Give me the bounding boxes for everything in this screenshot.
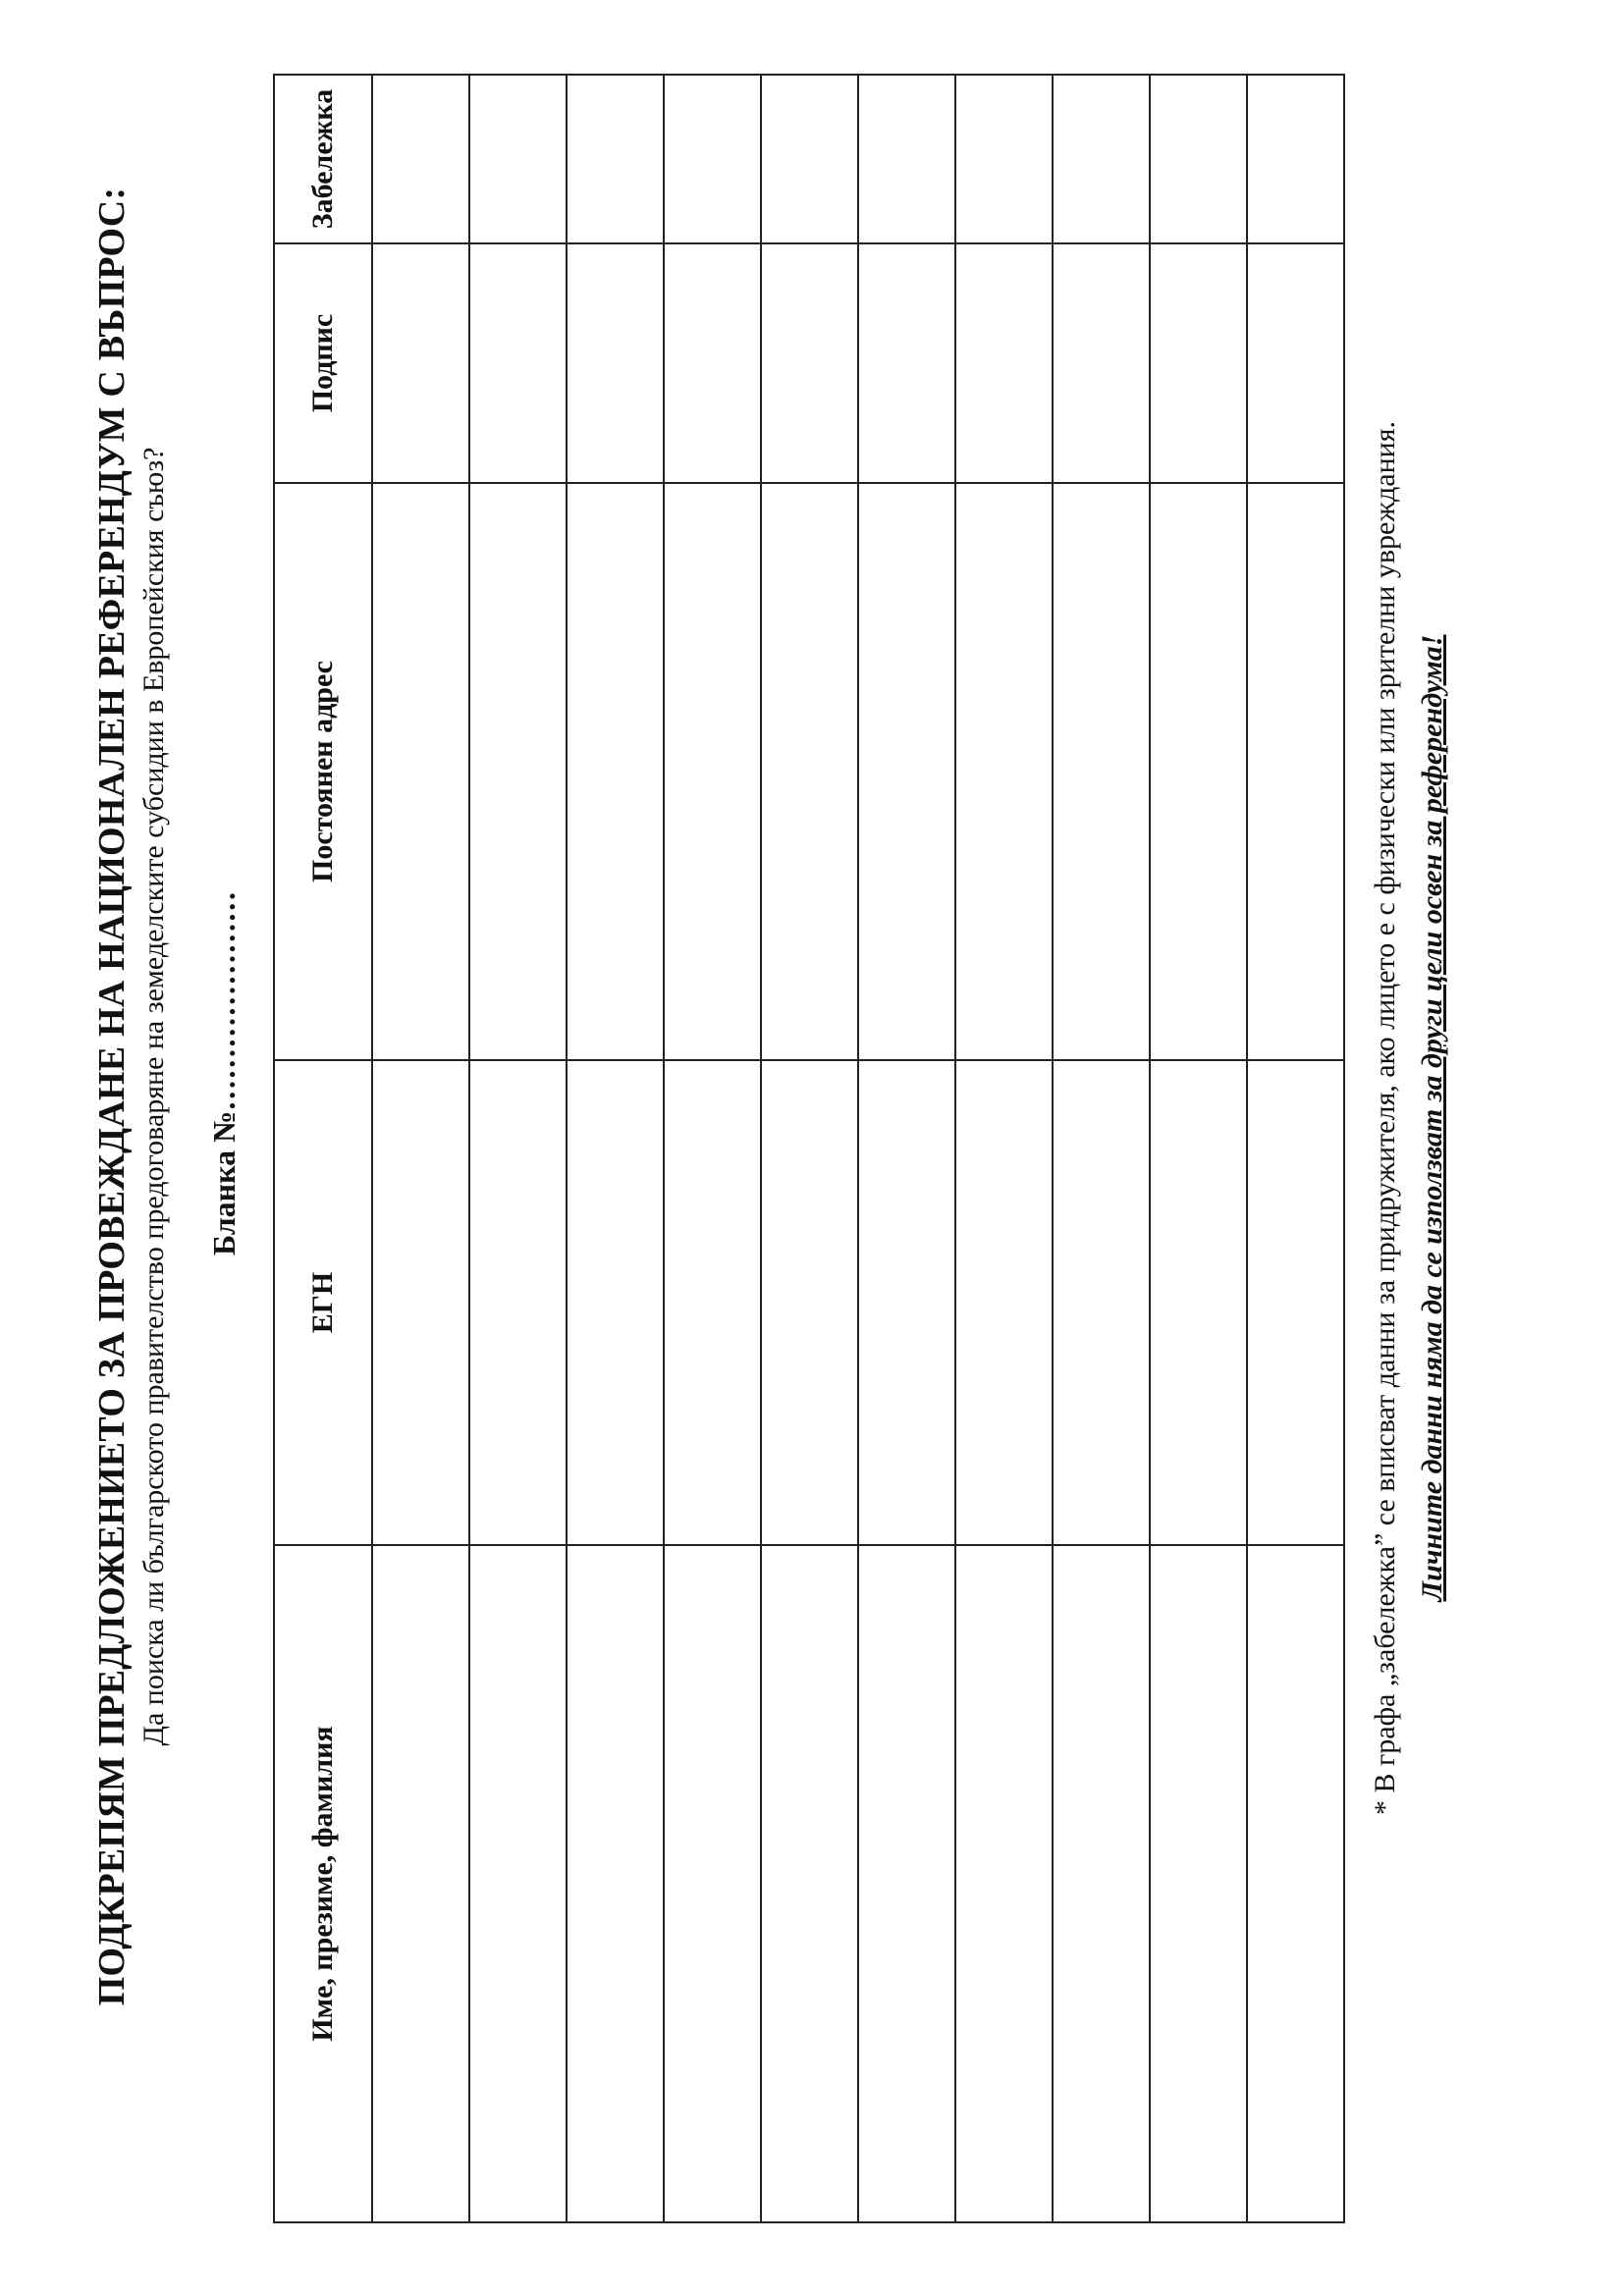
cell-name[interactable] bbox=[761, 1545, 858, 2222]
cell-address[interactable] bbox=[469, 483, 567, 1060]
cell-signature[interactable] bbox=[1247, 243, 1344, 483]
form-number-label: Бланка №………………… bbox=[206, 890, 242, 1255]
cell-signature[interactable] bbox=[761, 243, 858, 483]
cell-note[interactable] bbox=[1247, 75, 1344, 243]
cell-signature[interactable] bbox=[469, 243, 567, 483]
cell-name[interactable] bbox=[955, 1545, 1053, 2222]
column-header-address: Постоянен адрес bbox=[274, 483, 372, 1060]
cell-address[interactable] bbox=[858, 483, 955, 1060]
referendum-question: Да поиска ли българското правителство предоговаряне на земеделските субсидии в Европейския съюз? bbox=[137, 447, 170, 1746]
signatures-table-wrapper bbox=[273, 76, 1345, 2223]
column-header-egn: ЕГН bbox=[274, 1060, 372, 1545]
cell-address[interactable] bbox=[664, 483, 761, 1060]
column-header-name: Име, презиме, фамилия bbox=[274, 1545, 372, 2222]
privacy-warning: Личните данни няма да се използват за други цели освен за референдума! bbox=[1416, 634, 1448, 1602]
table-body bbox=[372, 75, 1344, 2222]
cell-egn[interactable] bbox=[567, 1060, 664, 1545]
column-header-note: Забележка bbox=[274, 75, 372, 243]
cell-signature[interactable] bbox=[567, 243, 664, 483]
table-row bbox=[858, 75, 955, 2222]
cell-address[interactable] bbox=[761, 483, 858, 1060]
cell-signature[interactable] bbox=[1150, 243, 1247, 483]
table-header-row bbox=[274, 75, 372, 2222]
table-row bbox=[664, 75, 761, 2222]
cell-egn[interactable] bbox=[372, 1060, 469, 1545]
cell-egn[interactable] bbox=[664, 1060, 761, 1545]
cell-note[interactable] bbox=[664, 75, 761, 243]
cell-note[interactable] bbox=[761, 75, 858, 243]
cell-name[interactable] bbox=[664, 1545, 761, 2222]
cell-name[interactable] bbox=[469, 1545, 567, 2222]
cell-egn[interactable] bbox=[1150, 1060, 1247, 1545]
cell-name[interactable] bbox=[858, 1545, 955, 2222]
table-row bbox=[761, 75, 858, 2222]
cell-egn[interactable] bbox=[761, 1060, 858, 1545]
table-row bbox=[1053, 75, 1150, 2222]
cell-note[interactable] bbox=[1053, 75, 1150, 243]
cell-note[interactable] bbox=[1150, 75, 1247, 243]
cell-egn[interactable] bbox=[1053, 1060, 1150, 1545]
table-row bbox=[1150, 75, 1247, 2222]
table-row bbox=[372, 75, 469, 2222]
cell-egn[interactable] bbox=[1247, 1060, 1344, 1545]
signatures-table bbox=[273, 74, 1345, 2223]
table-row bbox=[567, 75, 664, 2222]
cell-address[interactable] bbox=[567, 483, 664, 1060]
table-row bbox=[955, 75, 1053, 2222]
cell-note[interactable] bbox=[858, 75, 955, 243]
cell-note[interactable] bbox=[567, 75, 664, 243]
cell-name[interactable] bbox=[1053, 1545, 1150, 2222]
cell-note[interactable] bbox=[372, 75, 469, 243]
cell-address[interactable] bbox=[955, 483, 1053, 1060]
cell-name[interactable] bbox=[372, 1545, 469, 2222]
cell-address[interactable] bbox=[1247, 483, 1344, 1060]
cell-signature[interactable] bbox=[955, 243, 1053, 483]
document-title: ПОДКРЕПЯМ ПРЕДЛОЖЕНИЕТО ЗА ПРОВЕЖДАНЕ НА НАЦИОНАЛЕН РЕФЕРЕНДУМ С ВЪПРОС: bbox=[91, 187, 133, 2006]
cell-signature[interactable] bbox=[372, 243, 469, 483]
cell-name[interactable] bbox=[1247, 1545, 1344, 2222]
cell-signature[interactable] bbox=[858, 243, 955, 483]
cell-address[interactable] bbox=[1053, 483, 1150, 1060]
column-header-signature: Подпис bbox=[274, 243, 372, 483]
cell-name[interactable] bbox=[1150, 1545, 1247, 2222]
cell-signature[interactable] bbox=[664, 243, 761, 483]
cell-note[interactable] bbox=[955, 75, 1053, 243]
cell-egn[interactable] bbox=[955, 1060, 1053, 1545]
cell-egn[interactable] bbox=[858, 1060, 955, 1545]
cell-note[interactable] bbox=[469, 75, 567, 243]
cell-signature[interactable] bbox=[1053, 243, 1150, 483]
cell-egn[interactable] bbox=[469, 1060, 567, 1545]
footnote: * В графа „забележка” се вписват данни за придружителя, ако лицето е с физически или зрителни увреждания. bbox=[1369, 420, 1401, 1816]
cell-name[interactable] bbox=[567, 1545, 664, 2222]
table-row bbox=[469, 75, 567, 2222]
cell-address[interactable] bbox=[372, 483, 469, 1060]
table-row bbox=[1247, 75, 1344, 2222]
cell-address[interactable] bbox=[1150, 483, 1247, 1060]
